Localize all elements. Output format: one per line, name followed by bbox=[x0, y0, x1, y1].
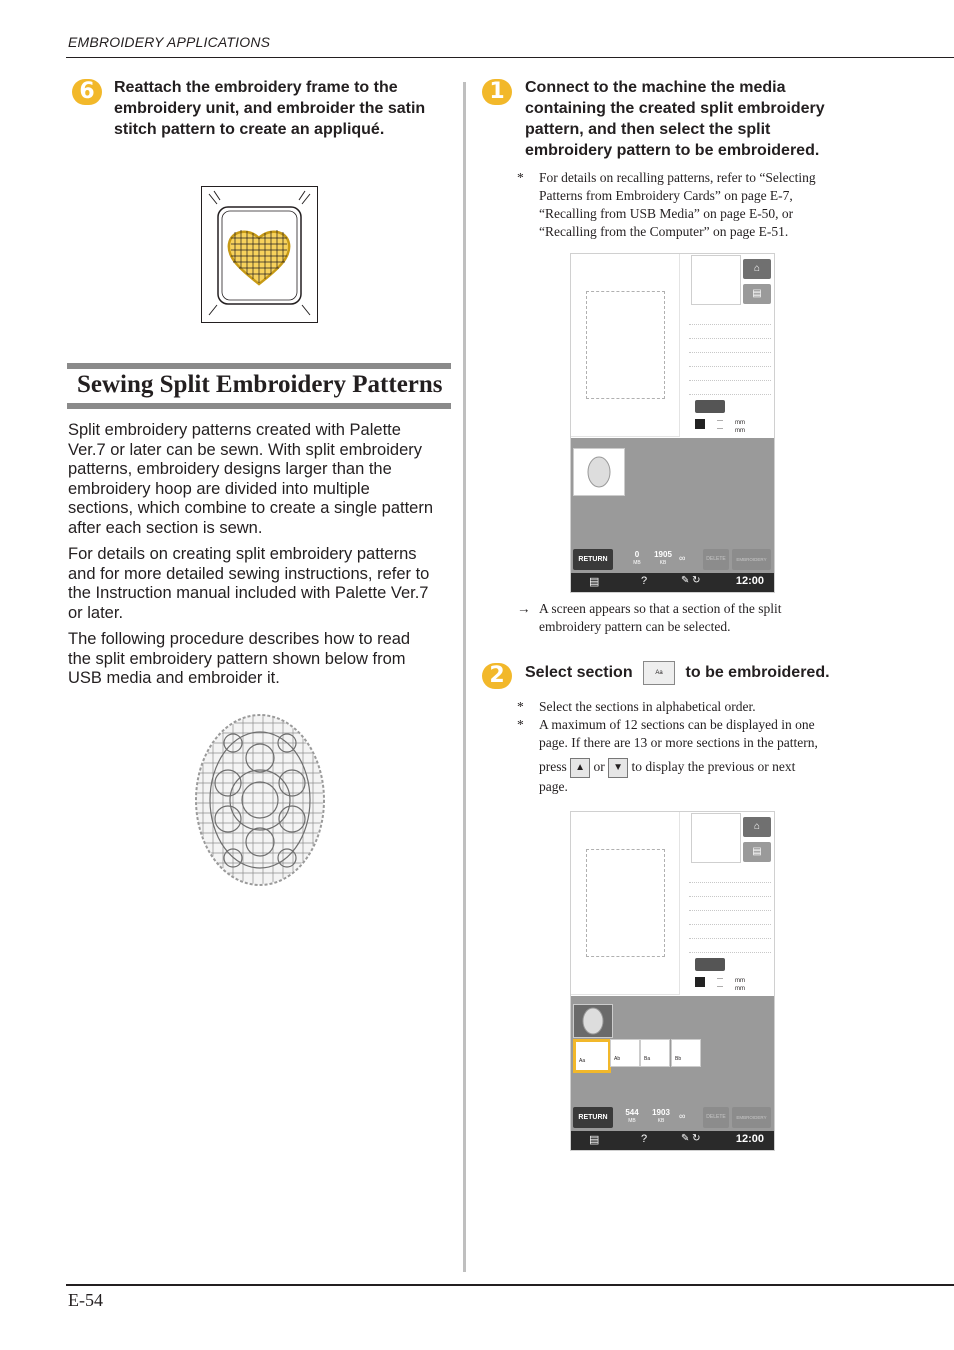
asterisk-mark: * bbox=[517, 170, 524, 185]
delete-button[interactable]: DELETE bbox=[703, 1107, 729, 1128]
up-arrow-key-icon: ▲ bbox=[570, 758, 590, 778]
memory-kb bbox=[649, 1108, 673, 1126]
status-bar bbox=[571, 1131, 774, 1150]
text-line: after each section is sewn. bbox=[68, 518, 263, 537]
unit-label: mm bbox=[735, 420, 745, 426]
note-line: “Recalling from the Computer” on page E-51. bbox=[539, 224, 789, 239]
section-title-rule-top bbox=[67, 363, 451, 369]
section-aa-key-icon: Aa bbox=[643, 661, 675, 685]
applique-frame-illustration bbox=[201, 186, 318, 323]
memory-kb-value: 1905 bbox=[654, 550, 672, 559]
note-line: For details on recalling patterns, refer to “Selecting bbox=[539, 170, 816, 185]
document-icon[interactable]: ▤ bbox=[589, 1134, 600, 1146]
section-aa-button[interactable] bbox=[573, 1039, 611, 1073]
memory-icon[interactable]: ▤ bbox=[743, 284, 771, 304]
info-row bbox=[689, 896, 771, 897]
split-embroidery-pattern-image bbox=[193, 713, 328, 888]
document-icon[interactable]: ▤ bbox=[589, 576, 600, 588]
text-line: patterns, embroidery designs larger than the bbox=[68, 460, 392, 478]
width-value: --- bbox=[717, 418, 723, 424]
home-icon[interactable]: ⌂ bbox=[743, 259, 771, 279]
header-rule bbox=[66, 57, 954, 58]
dimension-icon bbox=[695, 977, 705, 987]
page-number: E-54 bbox=[68, 1290, 103, 1310]
size-info bbox=[693, 398, 771, 438]
step-1-line: containing the created split embroidery bbox=[525, 100, 825, 117]
note-line: embroidery pattern can be selected. bbox=[539, 619, 731, 634]
delete-button[interactable]: DELETE bbox=[703, 549, 729, 570]
section-ba-button[interactable] bbox=[640, 1039, 670, 1067]
text-line: Split embroidery patterns created with Palette bbox=[68, 421, 401, 439]
embroidery-button[interactable]: EMBROIDERY bbox=[732, 549, 771, 570]
step-6-heading bbox=[114, 77, 454, 140]
pattern-preview-area bbox=[571, 254, 680, 437]
text-line: the Instruction manual included with Palette Ver.7 bbox=[68, 584, 429, 602]
note-line: A maximum of 12 sections can be displayed in one bbox=[539, 717, 815, 732]
note-line: page. If there are 13 or more sections in the pattern, bbox=[539, 735, 818, 750]
info-row bbox=[689, 324, 771, 325]
text-line: and for more detailed sewing instructions, refer to bbox=[68, 564, 430, 583]
step-1-badge: 1 bbox=[482, 79, 512, 105]
embroidery-button[interactable]: EMBROIDERY bbox=[732, 1107, 771, 1128]
section-label: Ab bbox=[614, 1056, 621, 1062]
unit-label: mm bbox=[735, 978, 745, 984]
lace-pattern-icon bbox=[574, 1005, 612, 1037]
thread-icon: ∞ bbox=[679, 1111, 686, 1121]
memory-mb-value: 544 bbox=[625, 1108, 639, 1117]
memory-kb-unit: KB bbox=[657, 1118, 665, 1124]
intro-paragraph-1 bbox=[68, 421, 454, 538]
note-line bbox=[539, 758, 899, 778]
section-title-box bbox=[67, 363, 451, 410]
info-row bbox=[689, 338, 771, 339]
memory-mb-unit: MB bbox=[633, 560, 641, 566]
text-line: embroidery hoop are divided into multiple bbox=[68, 479, 370, 498]
step-6-badge: 6 bbox=[72, 79, 102, 105]
memory-mb bbox=[627, 550, 647, 568]
hoop-frame-outline bbox=[586, 849, 665, 957]
size-info bbox=[693, 956, 771, 996]
step-1-result bbox=[517, 600, 899, 636]
section-bb-button[interactable] bbox=[671, 1039, 701, 1067]
memory-mb-value: 0 bbox=[634, 550, 640, 559]
pattern-list-area bbox=[571, 438, 774, 546]
split-pattern-file-button[interactable] bbox=[573, 1004, 613, 1038]
note-text: to display the previous or next bbox=[631, 759, 796, 775]
step-2-note-2 bbox=[517, 716, 899, 796]
step-2-badge: 2 bbox=[482, 663, 512, 689]
info-row bbox=[689, 394, 771, 395]
step-6-line: Reattach the embroidery frame to the bbox=[114, 79, 398, 96]
note-line: “Recalling from USB Media” on page E-50, or bbox=[539, 206, 794, 221]
memory-mb bbox=[621, 1108, 643, 1126]
unit-label: mm bbox=[735, 986, 745, 992]
pattern-thumbnail bbox=[691, 813, 741, 863]
height-value: --- bbox=[717, 984, 723, 990]
footer-rule bbox=[66, 1284, 954, 1286]
step-1-line: Connect to the machine the media bbox=[525, 79, 786, 96]
info-row bbox=[689, 924, 771, 925]
note-line: Select the sections in alphabetical order. bbox=[539, 699, 756, 714]
machine-screen-1 bbox=[570, 253, 775, 593]
pattern-preview-area bbox=[571, 812, 680, 995]
note-line: A screen appears so that a section of the split bbox=[539, 601, 782, 616]
clock: 12:00 bbox=[735, 1133, 764, 1145]
step-1-note bbox=[517, 169, 899, 241]
info-row bbox=[689, 380, 771, 381]
settings-icon[interactable]: ✎ ↻ bbox=[681, 1133, 701, 1144]
home-icon[interactable]: ⌂ bbox=[743, 817, 771, 837]
note-text: press bbox=[539, 759, 567, 775]
text-line: For details on creating split embroidery patterns bbox=[68, 545, 417, 563]
pattern-list-area bbox=[571, 996, 774, 1104]
step-6-line: embroidery unit, and embroider the satin bbox=[114, 100, 426, 117]
section-ab-button[interactable] bbox=[610, 1039, 640, 1067]
column-divider bbox=[463, 82, 466, 1272]
memory-kb bbox=[651, 550, 675, 568]
help-button[interactable]: ? bbox=[641, 575, 648, 587]
button-bar bbox=[571, 546, 774, 573]
text-line: sections, which combine to create a single pattern bbox=[68, 499, 434, 517]
settings-icon[interactable]: ✎ ↻ bbox=[681, 575, 701, 586]
memory-kb-unit: KB bbox=[659, 560, 667, 566]
info-row bbox=[689, 910, 771, 911]
step-2-note-1 bbox=[517, 698, 899, 716]
info-row bbox=[689, 352, 771, 353]
note-line: Patterns from Embroidery Cards” on page E-7, bbox=[539, 188, 793, 203]
text-line: Ver.7 or later can be sewn. With split embroidery bbox=[68, 440, 422, 459]
step-1-line: embroidery pattern to be embroidered. bbox=[525, 142, 820, 159]
step-2-text: Select section bbox=[525, 664, 633, 682]
split-pattern-file-button[interactable] bbox=[573, 448, 625, 496]
note-text: or bbox=[593, 759, 605, 775]
info-row bbox=[689, 366, 771, 367]
pattern-thumbnail bbox=[691, 255, 741, 305]
thread-icon: ∞ bbox=[679, 553, 686, 563]
section-title-rule-bottom bbox=[67, 403, 451, 409]
dimension-icon bbox=[695, 419, 705, 429]
arrow-mark: → bbox=[517, 601, 531, 616]
text-line: USB media and embroider it. bbox=[68, 669, 280, 687]
step-2-heading bbox=[525, 661, 905, 685]
running-header: EMBROIDERY APPLICATIONS bbox=[68, 34, 271, 50]
help-button[interactable]: ? bbox=[641, 1133, 648, 1145]
asterisk-mark: * bbox=[517, 699, 524, 714]
text-line: The following procedure describes how to read bbox=[68, 630, 411, 648]
info-row bbox=[689, 882, 771, 883]
hoop-frame-outline bbox=[586, 291, 665, 399]
intro-paragraph-2 bbox=[68, 545, 454, 623]
lace-pattern-icon bbox=[574, 449, 624, 495]
section-label: Aa bbox=[579, 1058, 586, 1064]
return-button[interactable]: RETURN bbox=[573, 549, 613, 570]
text-line: or later. bbox=[68, 603, 124, 622]
note-line: page. bbox=[539, 779, 568, 794]
section-title: Sewing Split Embroidery Patterns bbox=[77, 371, 443, 398]
height-value: --- bbox=[717, 426, 723, 432]
width-value: --- bbox=[717, 976, 723, 982]
down-arrow-key-icon: ▼ bbox=[608, 758, 628, 778]
text-line: the split embroidery pattern shown below from bbox=[68, 649, 406, 668]
step-1-line: pattern, and then select the split bbox=[525, 121, 771, 138]
hoop-size-icon bbox=[695, 958, 725, 971]
unit-label: mm bbox=[735, 428, 745, 434]
step-1-heading bbox=[525, 77, 905, 161]
memory-kb-value: 1903 bbox=[652, 1108, 670, 1117]
hoop-size-icon bbox=[695, 400, 725, 413]
memory-icon[interactable]: ▤ bbox=[743, 842, 771, 862]
step-6-line: stitch pattern to create an appliqué. bbox=[114, 121, 385, 138]
status-bar bbox=[571, 573, 774, 592]
section-label: Ba bbox=[644, 1056, 651, 1062]
section-label: Bb bbox=[675, 1056, 682, 1062]
info-row bbox=[689, 952, 771, 953]
asterisk-mark: * bbox=[517, 717, 524, 732]
clock: 12:00 bbox=[735, 575, 764, 587]
info-row bbox=[689, 938, 771, 939]
memory-mb-unit: MB bbox=[628, 1118, 636, 1124]
machine-screen-2 bbox=[570, 811, 775, 1151]
intro-paragraph-3 bbox=[68, 630, 454, 689]
button-bar bbox=[571, 1104, 774, 1131]
step-2-text: to be embroidered. bbox=[685, 664, 830, 682]
return-button[interactable]: RETURN bbox=[573, 1107, 613, 1128]
